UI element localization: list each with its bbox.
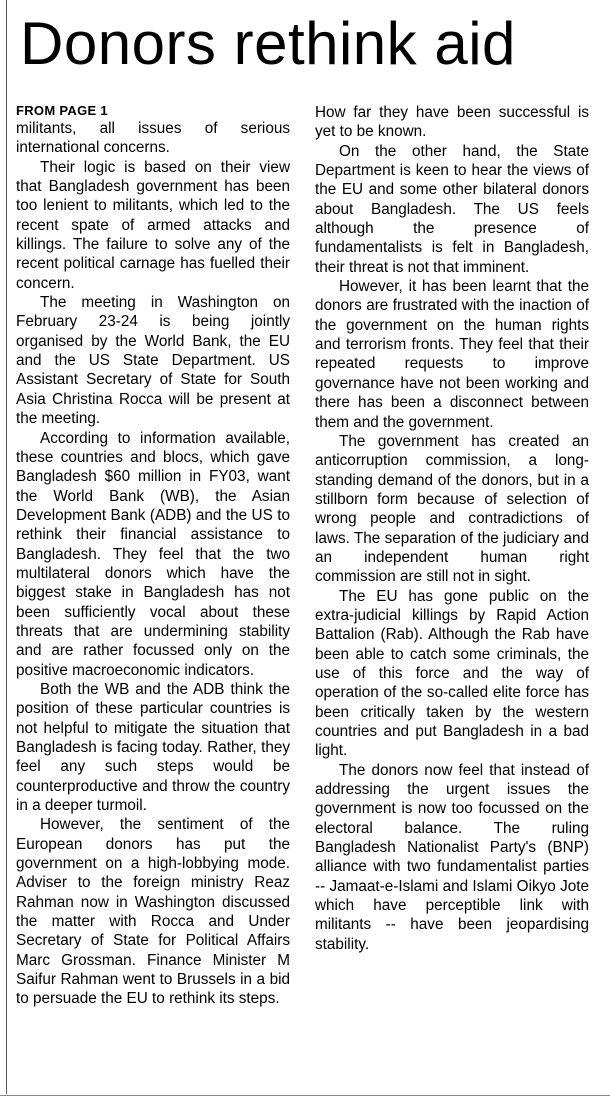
- from-page-label: FROM PAGE 1: [16, 103, 108, 118]
- left-column: [16, 104, 290, 1009]
- paragraph: How far they have been successful is yet to be known.: [315, 104, 589, 141]
- paragraph: The donors now feel that instead of addressing the urgent issues the government is now too focussed on the electoral balance. The ruling Bangladesh Nationalist Party's (BNP) alliance with two fundamentalist parties -- Jamaat-e-Islami and Islami Oikyo Jote which have perceptible link with militants -- have been jeopardising stability.: [315, 761, 589, 953]
- bottom-border-rule: [0, 1095, 610, 1096]
- paragraph: However, it has been learnt that the donors are frustrated with the inaction of the government on the human rights and terrorism fronts. They feel that their repeated requests to improve governance have not been working and there has been a disconnect between them and the government.: [315, 278, 589, 431]
- right-column: [315, 103, 589, 954]
- paragraph: The government has created an anticorruption commission, a long-standing demand of the donors, but in a stillborn form because of selection of wrong people and contradictions of laws. The separation of the judiciary and an independent human right commission are still not in sight.: [315, 432, 589, 586]
- paragraph: The EU has gone public on the extra-judicial killings by Rapid Action Battalion (Rab). Although the Rab have been able to catch some criminals, the use of this force and the way of operation of the so-called elite force has been critically taken by the western countries and put Bangladesh in a bad light.: [315, 587, 589, 760]
- paragraph: On the other hand, the State Department is keen to hear the views of the EU and some other bilateral donors about Bangladesh. The US feels although the presence of fundamentalists is felt in Bangladesh, their threat is not that imminent.: [315, 142, 589, 276]
- paragraph: However, the sentiment of the European donors has put the government on a high-lobbying mode. Adviser to the foreign ministry Reaz Rahman now in Washington discussed the matter with Rocca and Under Secretary of State for Political Affairs Marc Grossman. Finance Minister M Saifur Rahman went to Brussels in a bid to persuade the EU to rethink its steps.: [16, 816, 290, 1008]
- paragraph: Their logic is based on their view that Bangladesh government has been too lenient to militants, which led to the recent spate of armed attacks and killings. The failure to solve any of the recent political carnage has fuelled their concern.: [16, 158, 290, 292]
- paragraph: The meeting in Washington on February 23-24 is being jointly organised by the World Bank, the EU and the US State Department. US Assistant Secretary of State for South Asia Christina Rocca will be present at the meeting.: [16, 294, 290, 428]
- left-border-rule: [6, 0, 7, 1094]
- paragraph: According to information available, these countries and blocs, which gave Bangladesh $60 million in FY03, want the World Bank (WB), the Asian Development Bank (ADB) and the US to rethink their financial assistance to Bangladesh. They feel that the two multilateral donors which have the biggest stake in Bangladesh has not been sufficiently vocal about these threats that are undermining stability and are rather focussed only on the positive macroeconomic indicators.: [16, 429, 290, 679]
- paragraph: Both the WB and the ADB think the position of these particular countries is not helpful to mitigate the situation that Bangladesh is facing today. Rather, they feel any such steps would be counterproductive and throw the country in a deeper turmoil.: [16, 680, 290, 815]
- paragraph: militants, all issues of serious international concerns.: [16, 120, 290, 157]
- headline: Donors rethink aid: [20, 10, 516, 77]
